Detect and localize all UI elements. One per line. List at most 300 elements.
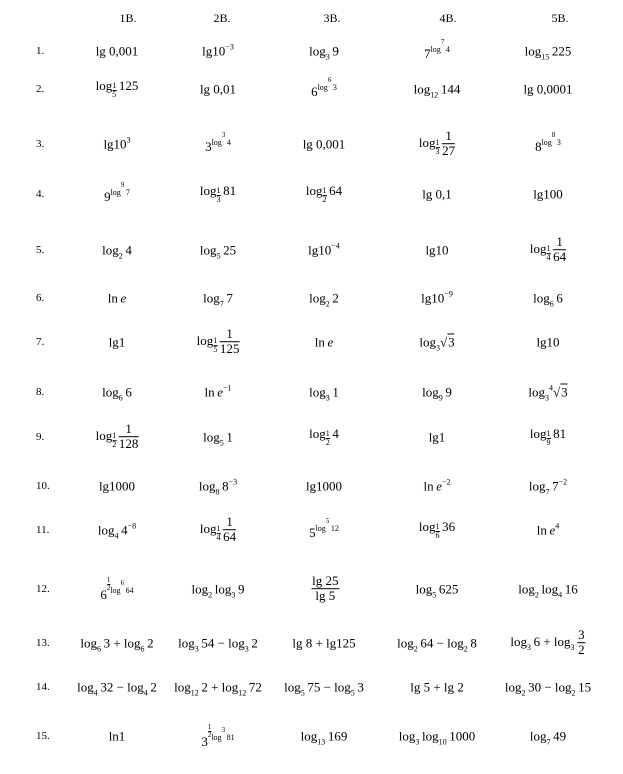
row-number: 12. — [36, 583, 50, 595]
euler-e: e — [327, 334, 334, 350]
row-number: 14. — [36, 681, 50, 693]
log-base: 3 — [194, 644, 199, 654]
expr-text: lg10 — [103, 136, 127, 152]
task-cell — [99, 480, 135, 493]
task-cell — [300, 728, 348, 747]
log-base: 15 — [541, 52, 550, 62]
expr-text: log — [284, 679, 301, 695]
task-cell — [523, 83, 572, 96]
expr-text: lg 0,01 — [199, 81, 237, 97]
root-index: 4 — [548, 383, 553, 393]
log-base: 3 — [435, 343, 440, 353]
expr-text: log — [309, 426, 326, 441]
task-cell — [201, 724, 234, 748]
exponent-log-base: 9 — [120, 181, 125, 189]
log-base: 6 — [118, 393, 123, 403]
task-cell — [397, 635, 477, 654]
task-cell — [303, 138, 346, 151]
exponent-log-base: 7 — [440, 38, 445, 46]
log-base: 3 — [544, 393, 549, 403]
expr-argument: log — [422, 728, 439, 744]
task-cell — [528, 477, 568, 497]
exponent-argument: 3 — [332, 83, 337, 92]
base-fraction — [436, 139, 440, 156]
log-base: 2 — [571, 688, 576, 698]
task-cell — [535, 131, 561, 154]
task-cell — [80, 635, 154, 654]
expr-text: log — [174, 679, 191, 695]
log-base: 9 — [438, 393, 443, 403]
expr-argument: 1 — [332, 384, 339, 400]
row-number: 13. — [36, 637, 50, 649]
expr-text: log — [95, 427, 113, 443]
expr-argument: 32 − log — [100, 679, 144, 695]
base-numerator: 1 — [435, 137, 440, 147]
exponent-log-base: 6 — [327, 76, 332, 84]
expr-text: log — [102, 384, 119, 400]
log-base: 8 — [215, 487, 220, 497]
task-cell — [311, 76, 337, 99]
exponent-numerator: 1 — [207, 723, 212, 731]
task-cell — [309, 574, 340, 604]
denominator: 125 — [219, 341, 240, 357]
row-number: 4. — [36, 188, 45, 200]
expr-text: ln — [107, 290, 118, 306]
log-base: 4 — [143, 688, 148, 698]
expr-text: log — [528, 384, 545, 400]
expr-text: log — [97, 522, 115, 538]
base-numerator: 1 — [322, 186, 327, 195]
expr-argument: 4 — [125, 242, 132, 258]
numerator: 1 — [553, 235, 566, 250]
denominator: 27 — [442, 143, 456, 159]
expr-text: lg 0,1 — [422, 186, 452, 202]
task-cell — [429, 431, 446, 444]
exponent-log-base: 5 — [325, 517, 330, 525]
expr-argument: 7 — [552, 478, 559, 494]
expr-argument: 2 + log — [201, 679, 239, 695]
expr-text: 5 — [309, 525, 316, 540]
task-cell — [424, 38, 450, 61]
exponent-argument: 81 — [226, 733, 235, 742]
task-cell — [530, 427, 566, 447]
expr-text: ln — [314, 334, 325, 350]
log-base: 5 — [432, 590, 437, 600]
euler-e: e — [549, 522, 556, 538]
task-cell — [306, 184, 342, 204]
expr-argument: 1 — [226, 429, 233, 445]
task-cell — [198, 477, 238, 497]
task-cell — [315, 336, 334, 349]
variant-header: 5В. — [551, 11, 569, 25]
expr-argument: 2 — [150, 679, 157, 695]
task-cell — [306, 480, 342, 493]
base-fraction — [547, 430, 551, 447]
expr-text: log — [529, 426, 547, 441]
expr-text: lg100 — [533, 186, 563, 202]
expr-argument: 9 — [445, 384, 452, 400]
task-cell — [205, 131, 231, 154]
task-cell — [529, 728, 567, 747]
expr-argument: 4 — [332, 426, 339, 441]
expr-text: lg10 — [536, 334, 560, 350]
log-base: 2 — [413, 644, 418, 654]
expr-text: lg1 — [428, 429, 446, 445]
expr-argument: 25 — [223, 242, 237, 258]
task-cell — [510, 628, 585, 658]
base-numerator: 1 — [546, 429, 551, 438]
expr-text: log — [418, 134, 436, 150]
expr-text: log — [518, 581, 535, 597]
expr-text: log — [199, 520, 217, 536]
expr-text: 7 — [424, 46, 431, 61]
expr-text: log — [102, 242, 119, 258]
variant-header: 2В. — [213, 11, 231, 25]
expr-argument: 72 — [248, 679, 262, 695]
base-fraction — [436, 523, 440, 540]
expr-text: lg 8 + lg125 — [292, 635, 356, 651]
expr-text: log — [413, 81, 431, 97]
task-cell — [203, 290, 233, 309]
row-number: 6. — [36, 292, 45, 304]
task-cell — [398, 728, 476, 747]
sqrt-sign: √ — [439, 334, 448, 350]
row-number: 10. — [36, 480, 50, 492]
row-number: 11. — [36, 524, 50, 536]
task-cell — [530, 235, 566, 265]
row-number: 7. — [36, 336, 45, 348]
task-cell — [536, 521, 560, 538]
task-cell — [109, 336, 126, 349]
numerator: lg 25 — [312, 573, 339, 589]
expr-text: lg 0,001 — [95, 43, 139, 59]
expr-argument: 49 — [553, 728, 567, 744]
task-cell — [504, 679, 592, 698]
base-denominator: 5 — [112, 90, 117, 99]
expr-text: log — [309, 43, 326, 59]
expr-text: ln — [536, 522, 547, 538]
expr-text: log — [199, 242, 217, 258]
task-cell — [96, 45, 139, 58]
base-denominator: 6 — [435, 531, 440, 540]
log-base: 4 — [558, 590, 563, 600]
log-base: 6 — [140, 644, 145, 654]
expr-argument: 9 — [332, 43, 339, 59]
expr-argument: 125 — [118, 78, 139, 93]
variant-header: 4В. — [439, 11, 457, 25]
exponent-denominator: 2 — [207, 731, 212, 739]
expr-text: log — [398, 728, 416, 744]
base-denominator: 4 — [546, 252, 551, 262]
exponent-log-base: 6 — [120, 579, 125, 587]
expr-text: log — [203, 290, 220, 306]
exponent: log3 4 — [211, 131, 231, 147]
expr-argument: 30 − log — [528, 679, 572, 695]
expr-argument: log — [541, 581, 559, 597]
fraction — [119, 422, 139, 452]
expr-argument: 4 — [121, 522, 128, 538]
task-cell — [415, 581, 459, 600]
denominator: 2 — [578, 642, 585, 658]
task-cell — [103, 135, 131, 152]
expr-text: log — [418, 519, 436, 534]
expr-argument: 225 — [551, 43, 572, 59]
log-base: 5 — [350, 688, 355, 698]
expr-text: log — [196, 332, 214, 348]
expr-argument: 9 — [237, 581, 245, 597]
row-number: 2. — [36, 83, 45, 95]
expr-text: ln1 — [108, 728, 126, 744]
exponent-argument: 3 — [556, 138, 561, 147]
row-number: 1. — [36, 45, 45, 57]
exponent: −4 — [331, 241, 340, 251]
log-base: 5 — [219, 438, 224, 448]
expr-argument: 8 — [222, 478, 229, 494]
exponent-numerator: 1 — [106, 576, 111, 584]
expr-text: lg1 — [108, 334, 126, 350]
task-cell — [102, 242, 132, 261]
expr-text: log — [422, 384, 439, 400]
log-base: 3 — [570, 642, 575, 652]
log-base: 2 — [534, 590, 539, 600]
base-denominator: 3 — [435, 146, 440, 156]
row-number: 8. — [36, 386, 45, 398]
task-cell — [419, 129, 455, 159]
expr-text: lg 0,001 — [302, 136, 346, 152]
log-base: 3 — [325, 52, 330, 62]
expr-argument: 1000 — [449, 728, 476, 744]
expr-text: log — [528, 478, 546, 494]
exponent: −3 — [228, 477, 238, 487]
expr-text: lg10 — [308, 242, 332, 258]
variant-header: 3В. — [323, 11, 341, 25]
row-number: 3. — [36, 138, 45, 150]
exponent: −9 — [444, 289, 453, 299]
task-cell — [109, 730, 126, 743]
expr-text: log — [510, 633, 527, 649]
base-fraction — [112, 432, 116, 449]
euler-e: e — [217, 384, 223, 400]
euler-e: e — [120, 290, 127, 306]
task-cell — [191, 581, 245, 600]
base-numerator: 1 — [213, 335, 218, 345]
expr-text: log — [95, 78, 113, 93]
log-base: 2 — [521, 688, 526, 698]
fraction — [220, 327, 240, 357]
log-base: 3 — [231, 590, 236, 600]
expr-text: log — [524, 43, 542, 59]
fraction — [223, 515, 236, 545]
numerator: 1 — [223, 515, 236, 530]
denominator: lg 5 — [315, 588, 336, 604]
expr-argument: 169 — [327, 728, 348, 744]
base-numerator: 1 — [546, 243, 551, 253]
expr-argument: 3 — [357, 679, 364, 695]
task-cell — [203, 429, 233, 448]
expr-text: log — [203, 429, 220, 445]
exponent: log9 7 — [110, 181, 130, 197]
log-base: 2 — [118, 251, 123, 261]
log-base: 3 — [526, 642, 531, 652]
fraction — [442, 129, 455, 159]
log-base: 12 — [430, 90, 439, 100]
task-cell — [422, 188, 452, 201]
base-numerator: 1 — [216, 523, 221, 533]
expr-text: 3 — [201, 734, 208, 749]
task-cell — [309, 427, 339, 447]
expr-text: ln — [423, 478, 434, 494]
task-cell — [284, 679, 364, 698]
task-cell — [200, 83, 236, 96]
exponent: log6 64 — [110, 579, 134, 595]
log-base: 12 — [190, 688, 199, 698]
task-cell — [422, 384, 452, 403]
task-cell — [202, 42, 234, 59]
expr-text: log — [397, 635, 414, 651]
log-base: 7 — [545, 487, 550, 497]
fraction — [553, 235, 566, 265]
row-number: 9. — [36, 431, 45, 443]
expr-text: log — [80, 635, 97, 651]
task-cell — [96, 422, 139, 452]
exponent: 4 — [555, 521, 560, 531]
base-denominator: 3 — [216, 195, 221, 204]
task-cell — [178, 635, 258, 654]
expr-text: log — [199, 183, 217, 198]
log-base: 2 — [208, 590, 213, 600]
exponent: log8 3 — [541, 131, 561, 147]
expr-text: 3 — [205, 139, 212, 154]
task-cell — [204, 383, 232, 400]
euler-e: e — [436, 478, 442, 494]
numerator: 1 — [119, 422, 139, 437]
radicand: 3 — [448, 334, 455, 350]
expr-text: lg10 — [425, 242, 449, 258]
expr-text: 6 — [100, 587, 107, 602]
base-numerator: 1 — [112, 81, 117, 90]
task-cell — [104, 181, 130, 204]
expr-text: log — [529, 728, 547, 744]
expr-text: 8 — [535, 139, 542, 154]
base-fraction — [213, 337, 217, 354]
base-denominator: 4 — [216, 532, 221, 542]
base-denominator: 2 — [325, 438, 330, 447]
exponent-log-base: 3 — [221, 726, 226, 734]
log-base: 2 — [463, 644, 468, 654]
expr-argument: 81 — [553, 426, 567, 441]
numerator: 1 — [442, 129, 455, 144]
exponent-denominator: 2 — [106, 584, 111, 592]
task-cell — [423, 477, 451, 494]
task-cell — [413, 81, 461, 100]
exponent: log5 12 — [315, 517, 339, 533]
expr-text: log — [191, 581, 209, 597]
expr-text: log — [198, 478, 216, 494]
exponent-argument: 7 — [125, 188, 130, 197]
exponent: log6 3 — [317, 76, 337, 92]
base-denominator: 9 — [546, 438, 551, 447]
exponent-argument: 12 — [330, 524, 339, 533]
expr-text: lg 5 + lg 2 — [410, 679, 464, 695]
base-numerator: 1 — [216, 186, 221, 195]
denominator: 128 — [118, 436, 139, 452]
exponent: log7 4 — [430, 38, 450, 54]
expr-text: lg10 — [202, 43, 226, 59]
task-cell — [102, 384, 132, 403]
log-base: 2 — [325, 299, 330, 309]
log-base: 5 — [300, 688, 305, 698]
expr-text: lg 0,0001 — [523, 81, 573, 97]
task-cell — [524, 43, 572, 62]
expr-text: log — [178, 635, 195, 651]
expr-text: lg10 — [421, 290, 445, 306]
task-cell — [97, 521, 137, 541]
expr-text: log — [529, 240, 547, 256]
task-cell — [108, 292, 127, 305]
task-cell — [536, 336, 559, 349]
expr-argument: 6 — [125, 384, 132, 400]
task-cell — [309, 290, 339, 309]
expr-text: lg1000 — [305, 478, 343, 494]
task-cell — [528, 383, 568, 403]
expr-argument: 144 — [440, 81, 461, 97]
expr-text: log — [419, 334, 436, 350]
exponent: log3 81 — [211, 726, 235, 742]
log-base: 4 — [93, 688, 98, 698]
task-cell — [309, 384, 339, 403]
task-cell — [410, 681, 464, 694]
expr-text: log — [77, 679, 94, 695]
expr-argument: 54 − log — [201, 635, 245, 651]
base-denominator: 2 — [322, 195, 327, 204]
expr-argument: 64 — [329, 183, 343, 198]
task-cell — [419, 334, 455, 353]
log-base: 5 — [216, 251, 221, 261]
expr-argument: 3 + log — [103, 635, 141, 651]
task-cell — [200, 515, 236, 545]
task-cell — [533, 290, 563, 309]
task-cell — [419, 520, 455, 540]
expr-text: log — [533, 290, 550, 306]
expr-argument: 8 — [470, 635, 477, 651]
task-cell — [96, 79, 139, 99]
denominator: 64 — [223, 529, 237, 545]
exponent: −2 — [442, 477, 451, 487]
sqrt-sign: √ — [552, 384, 561, 400]
exponent-log-base: 8 — [551, 131, 556, 139]
base-denominator: 5 — [213, 344, 218, 354]
log-base: 12 — [238, 688, 247, 698]
exponent-argument: 4 — [445, 45, 450, 54]
base-fraction — [323, 187, 327, 204]
task-cell — [77, 679, 157, 698]
expr-text: 6 — [311, 84, 318, 99]
task-cell — [533, 188, 563, 201]
task-cell — [308, 241, 340, 258]
row-number: 5. — [36, 244, 45, 256]
expr-text: log — [415, 581, 433, 597]
expr-argument: log — [214, 581, 232, 597]
task-cell — [197, 327, 240, 357]
task-cell — [518, 581, 578, 600]
base-numerator: 1 — [325, 429, 330, 438]
fraction — [311, 574, 339, 604]
exponent: −1 — [223, 383, 232, 393]
task-cell — [309, 517, 339, 540]
exponent: −3 — [225, 42, 234, 52]
expr-text: log — [504, 679, 522, 695]
log-base: 3 — [244, 644, 249, 654]
